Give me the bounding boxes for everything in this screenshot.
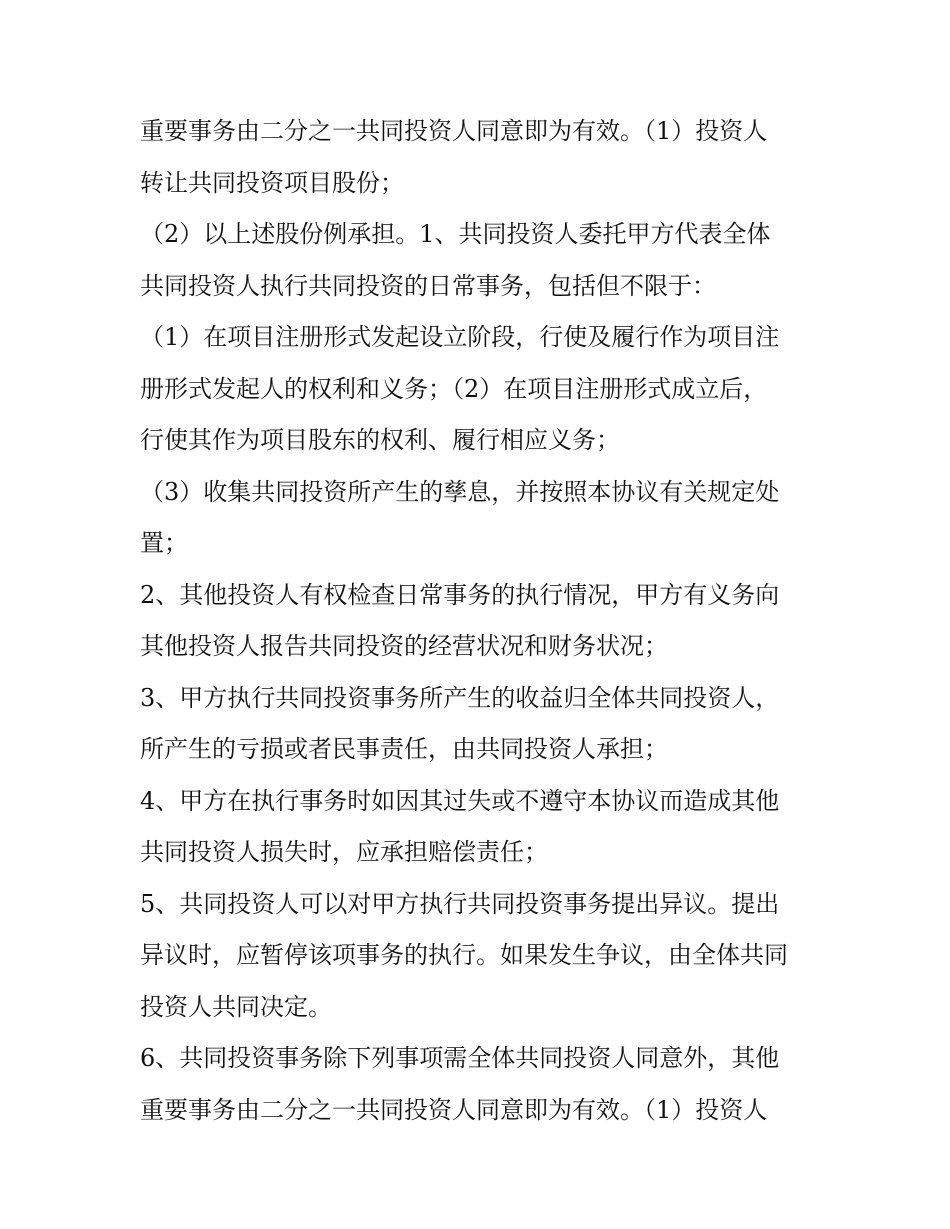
text-line: （1）在项目注册形式发起设立阶段，行使及履行作为项目注 [140,323,780,351]
document-body [140,106,820,1136]
text-line: 异议时，应暂停该项事务的执行。如果发生争议，由全体共同 [140,941,788,969]
text-line: 共同投资人损失时，应承担赔偿责任； [140,838,548,866]
text-line: 6、共同投资事务除下列事项需全体共同投资人同意外，其他 [140,1044,780,1072]
text-line: 所产生的亏损或者民事责任，由共同投资人承担； [140,735,668,763]
text-line: 投资人共同决定。 [140,992,332,1021]
text-line: 转让共同投资项目股份； [140,168,404,197]
text-line: （2）以上述股份例承担。1、共同投资人委托甲方代表全体 [140,220,771,248]
text-line: 其他投资人报告共同投资的经营状况和财务状况； [140,632,668,660]
text-line: 重要事务由二分之一共同投资人同意即为有效。（1）投资人 [140,1095,768,1124]
text-line: 置； [140,529,188,557]
text-line: 4、甲方在执行事务时如因其过失或不遵守本协议而造成其他 [140,786,780,815]
text-line: 3、甲方执行共同投资事务所产生的收益归全体共同投资人， [140,683,780,712]
text-line: 册形式发起人的权利和义务；（2）在项目注册形式成立后， [140,374,768,403]
text-line: 重要事务由二分之一共同投资人同意即为有效。（1）投资人 [140,117,768,145]
text-line: 共同投资人执行共同投资的日常事务，包括但不限于： [140,271,716,300]
text-line: （3）收集共同投资所产生的孳息，并按照本协议有关规定处 [140,477,780,506]
text-line: 2、其他投资人有权检查日常事务的执行情况，甲方有义务向 [140,580,780,609]
text-line: 5、共同投资人可以对甲方执行共同投资事务提出异议。提出 [140,889,780,918]
text-line: 行使其作为项目股东的权利、履行相应义务； [140,426,620,454]
